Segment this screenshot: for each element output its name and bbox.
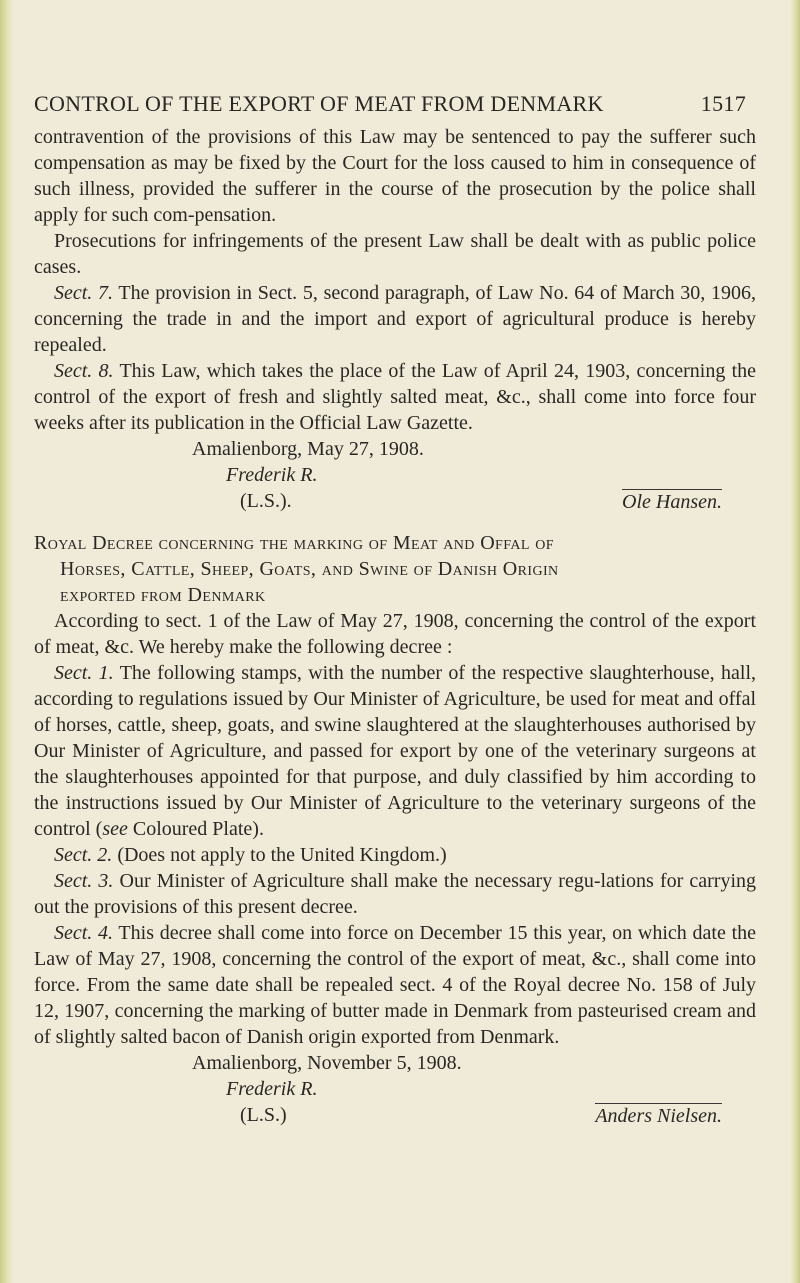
- decree-signature-block: [34, 1102, 756, 1130]
- decree-section-1: [34, 660, 756, 842]
- running-header: [34, 91, 746, 117]
- decree-section-1-text-b: Coloured Plate).: [127, 818, 264, 840]
- prosecutions-paragraph: Prosecutions for infringements of the present Law shall be dealt with as public police cases.: [34, 230, 756, 278]
- continued-paragraph: contravention of the provisions of this Law may be sentenced to pay the sufferer such compensation as may be fixed by the Court for the loss caused to him in consequence of such illness, provided the sufferer in the course of the prosecution by the police shall apply for such com-pensation.: [34, 126, 756, 226]
- signature-king: Frederik R.: [226, 464, 318, 486]
- decree-intro: According to sect. 1 of the Law of May 27, 1908, concerning the control of the export of meat, &c. We hereby make the following decree :: [34, 610, 756, 658]
- signature-seal: (L.S.).: [240, 490, 292, 512]
- decree-section-2: [34, 842, 756, 868]
- decree-section-2-text: (Does not apply to the United Kingdom.): [117, 844, 447, 866]
- page-edge-left: [0, 0, 14, 1283]
- decree-signature-place-date: Amalienborg, November 5, 1908.: [192, 1052, 462, 1074]
- running-title: CONTROL OF THE EXPORT OF MEAT FROM DENMARK: [34, 91, 604, 116]
- decree-signature-king: Frederik R.: [226, 1078, 318, 1100]
- decree-section-3: [34, 868, 756, 920]
- section-7-text: The provision in Sect. 5, second paragraph, of Law No. 64 of March 30, 1906, concerning the trade in and the import and export of agricultural produce is hereby repealed.: [34, 282, 756, 356]
- decree-section-1-see: see: [102, 818, 128, 840]
- section-8-text: This Law, which takes the place of the Law of April 24, 1903, concerning the control of the export of fresh and slightly salted meat, &c., shall come into force four weeks after its publication in the Official Law Gazette.: [34, 360, 756, 434]
- decree-section-1-text-a: The following stamps, with the number of the respective slaughterhouse, hall, according to regulations issued by Our Minister of Agriculture, be used for meat and offal of horses, cattle, sheep, goats, and swine slaughtered at the slaughterhouses authorised by Our Minister of Agriculture, and passed for export by one of the veterinary surgeons at the slaughterhouses appointed for that purpose, and duly classified by him according to the instructions issued by Our Minister of Agriculture to the veterinary surgeons of the control (: [34, 662, 757, 840]
- signature-place-date: Amalienborg, May 27, 1908.: [192, 438, 424, 460]
- section-8-label: Sect. 8.: [54, 360, 114, 382]
- decree-signature-minister: Anders Nielsen.: [595, 1105, 722, 1127]
- decree-heading-line-1: Royal Decree concerning the marking of Meat and Offal of: [34, 532, 554, 554]
- page-number: 1517: [700, 91, 746, 116]
- signature-minister: Ole Hansen.: [622, 491, 722, 513]
- decree-section-4-text: This decree shall come into force on December 15 this year, on which date the Law of May 27, 1908, concerning the control of the export of meat, &c., shall come into force. From the same date shall be repealed sect. 4 of the Royal decree No. 158 of July 12, 1907, concerning the marking of butter made in Denmark from pasteurised cream and of slightly salted bacon of Danish origin exported from Denmark.: [34, 922, 756, 1048]
- decree-section-3-text: Our Minister of Agriculture shall make the necessary regu-lations for carrying out the provisions of this present decree.: [34, 870, 757, 918]
- decree-heading-line-3: exported from Denmark: [60, 584, 266, 606]
- decree-heading-line-2: Horses, Cattle, Sheep, Goats, and Swine of Danish Origin: [60, 558, 559, 580]
- decree-section-4: [34, 920, 756, 1050]
- decree-section-1-label: Sect. 1.: [54, 662, 114, 684]
- page-body: [34, 124, 756, 1130]
- decree-heading: [34, 530, 756, 608]
- decree-signature-seal: (L.S.): [240, 1104, 287, 1126]
- section-7-label: Sect. 7.: [54, 282, 114, 304]
- decree-section-3-label: Sect. 3.: [54, 870, 114, 892]
- section-8: [34, 358, 756, 436]
- signature-block: [34, 488, 756, 516]
- decree-section-2-label: Sect. 2.: [54, 844, 113, 866]
- decree-section-4-label: Sect. 4.: [54, 922, 114, 944]
- page-edge-right: [790, 0, 800, 1283]
- section-7: [34, 280, 756, 358]
